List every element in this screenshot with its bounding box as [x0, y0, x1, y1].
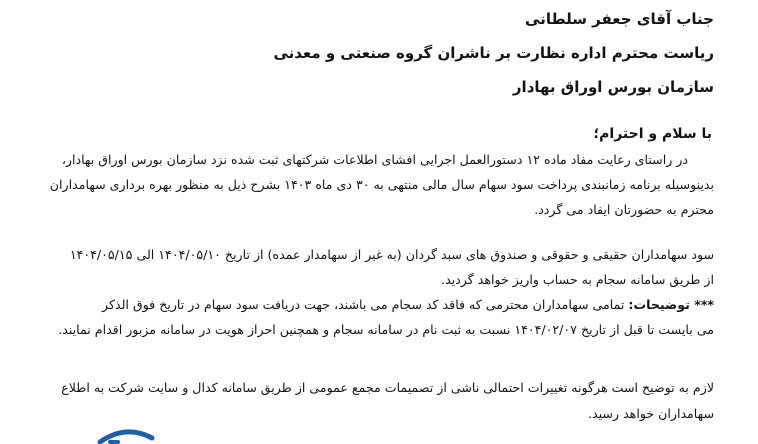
- note-text: تمامی سهامداران محترمی که فاقد کد سجام می باشند، جهت دریافت سود سهام در تاریخ فوق الذکر: [102, 297, 629, 312]
- addressee-title: ریاست محترم اداره نظارت بر ناشران گروه صنعتی و معدنی: [273, 44, 714, 62]
- addressee-name: جناب آقای جعفر سلطانی: [525, 10, 714, 28]
- note-marker: *** توضیحات:: [628, 297, 714, 312]
- paragraph2-line1: سود سهامداران حقیقی و حقوقی و صندوق های سبد گردان (به غیر از سهامدار عمده) از تاریخ ۱۴۰۴/۰۵/۱۰ الی ۱۴۰۴/۰۵/۱۵: [69, 247, 714, 262]
- paragraph2-line4: می بایست تا قبل از تاریخ ۱۴۰۴/۰۲/۰۷ نسبت به ثبت نام در سامانه سجام و همچنین احراز هویت در سامانه مزبور اقدام نمایند.: [58, 322, 714, 337]
- paragraph3-line2: سهامداران خواهد رسید.: [588, 406, 714, 421]
- greeting: با سلام و احترام؛: [593, 126, 712, 142]
- paragraph3-line1: لازم به توضیح است هرگونه تغییرات احتمالی ناشی از تصمیمات مجمع عمومی از طریق سامانه کدال و سایت شرکت به اطلاع: [61, 380, 714, 395]
- paragraph1-line3: محترم به حضورتان ایفاد می گردد.: [534, 202, 714, 217]
- paragraph1-line1: در راستای رعایت مفاد ماده ۱۲ دستورالعمل اجرایی افشای اطلاعات شرکتهای ثبت شده نزد سازمان بورس اوراق بهادار،: [61, 152, 688, 167]
- paragraph1-line2: بدینوسیله برنامه زمانبندی پرداخت سود سهام سال مالی منتهی به ۳۰ دی ماه ۱۴۰۳ بشرح ذیل به منظور بهره برداری سهامداران: [49, 177, 714, 192]
- paragraph2-line2: از طریق سامانه سجام به حساب واریز خواهد گردید.: [441, 272, 714, 287]
- addressee-organization: سازمان بورس اوراق بهادار: [512, 78, 714, 96]
- paragraph2-note: [102, 297, 714, 312]
- company-logo-icon: [96, 424, 156, 444]
